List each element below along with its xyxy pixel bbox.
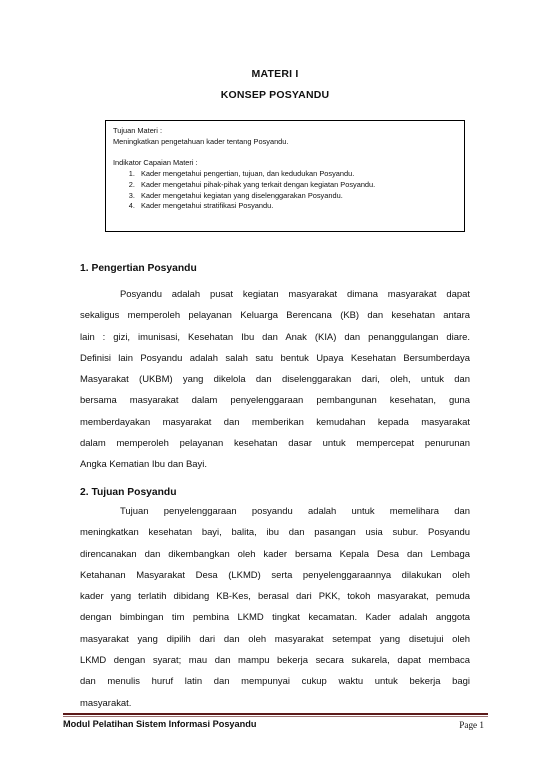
tujuan-label: Tujuan Materi : (113, 126, 163, 135)
paragraph-line: meningkatkan kesehatan bayi, balita, ibu dan pasangan usia subur. Posyandu (80, 527, 470, 539)
paragraph-line: LKMD dengan syarat; mau dan mampu bekerja secara sukarela, dapat membaca (80, 655, 470, 667)
indikator-item: 1. Kader mengetahui pengertian, tujuan, dan kedudukan Posyandu. (137, 169, 457, 180)
paragraph-line: sekaligus memperoleh pelayanan Keluarga Berencana (KB) dan kesehatan antara (80, 310, 470, 322)
section-paragraph (80, 501, 470, 714)
paragraph-line: direncanakan dan dikembangkan oleh kader bersama Kepala Desa dan Lembaga (80, 548, 470, 560)
spacer (113, 148, 457, 158)
footer-module-title: Modul Pelatihan Sistem Informasi Posyandu (63, 719, 257, 729)
indikator-label: Indikator Capaian Materi : (113, 157, 198, 167)
paragraph-line: lain : gizi, imunisasi, Kesehatan Ibu dan Anak (KIA) dan penanggulangan diare. (80, 331, 470, 343)
paragraph-line: dan menulis huruf latin dan mempunyai cukup waktu untuk bekerja bagi (80, 676, 470, 688)
section-heading: 1. Pengertian Posyandu (80, 263, 197, 274)
page-subtitle: KONSEP POSYANDU (220, 89, 330, 101)
indikator-list (113, 169, 457, 213)
paragraph-line: dalam memperoleh pelayanan kesehatan dasar untuk mempercepat penurunan (80, 438, 470, 450)
footer-divider (63, 713, 488, 715)
section-paragraph (80, 284, 470, 476)
paragraph-line: Angka Kematian Ibu dan Bayi. (80, 459, 207, 471)
indikator-item: 2. Kader mengetahui pihak-pihak yang terkait dengan kegiatan Posyandu. (137, 180, 457, 191)
footer-divider (63, 716, 488, 717)
page-number: Page 1 (459, 720, 484, 730)
page-title: MATERI I (251, 68, 299, 80)
paragraph-line: dengan bimbingan tim pembina LKMD tingkat kecamatan. Kader adalah anggota (80, 612, 470, 624)
paragraph-line: kader yang terlatih dibidang KB-Kes, berasal dari PKK, tokoh masyarakat, pemuda (80, 591, 470, 603)
paragraph-line: masyarakat yang dipilih dari dan oleh masyarakat setempat yang disetujui oleh (80, 633, 470, 645)
objectives-box (105, 120, 465, 232)
paragraph-line: memberdayakan masyarakat dan memberikan kemudahan kepada masyarakat (80, 416, 470, 428)
paragraph-line: Definisi lain Posyandu adalah salah satu bentuk Upaya Kesehatan Bersumberdaya (80, 352, 470, 364)
indikator-item: 3. Kader mengetahui kegiatan yang diselenggarakan Posyandu. (137, 191, 457, 202)
tujuan-text: Meningkatkan pengetahuan kader tentang Posyandu. (113, 136, 289, 146)
paragraph-line: Tujuan penyelenggaraan posyandu adalah untuk memelihara dan (120, 506, 470, 517)
paragraph-line: masyarakat. (80, 697, 132, 709)
paragraph-line: Ketahanan Masyarakat Desa (LKMD) serta penyelenggaraannya dilakukan oleh (80, 569, 470, 581)
section-heading: 2. Tujuan Posyandu (80, 487, 177, 498)
paragraph-line: Posyandu adalah pusat kegiatan masyarakat dimana masyarakat dapat (120, 289, 470, 300)
indikator-item: 4. Kader mengetahui stratifikasi Posyandu. (137, 201, 457, 212)
paragraph-line: Masyarakat (UKBM) yang dikelola dan diselenggarakan dari, oleh, untuk dan (80, 374, 470, 386)
paragraph-line: bersama masyarakat dalam penyelenggaraan pembangunan kesehatan, guna (80, 395, 470, 407)
